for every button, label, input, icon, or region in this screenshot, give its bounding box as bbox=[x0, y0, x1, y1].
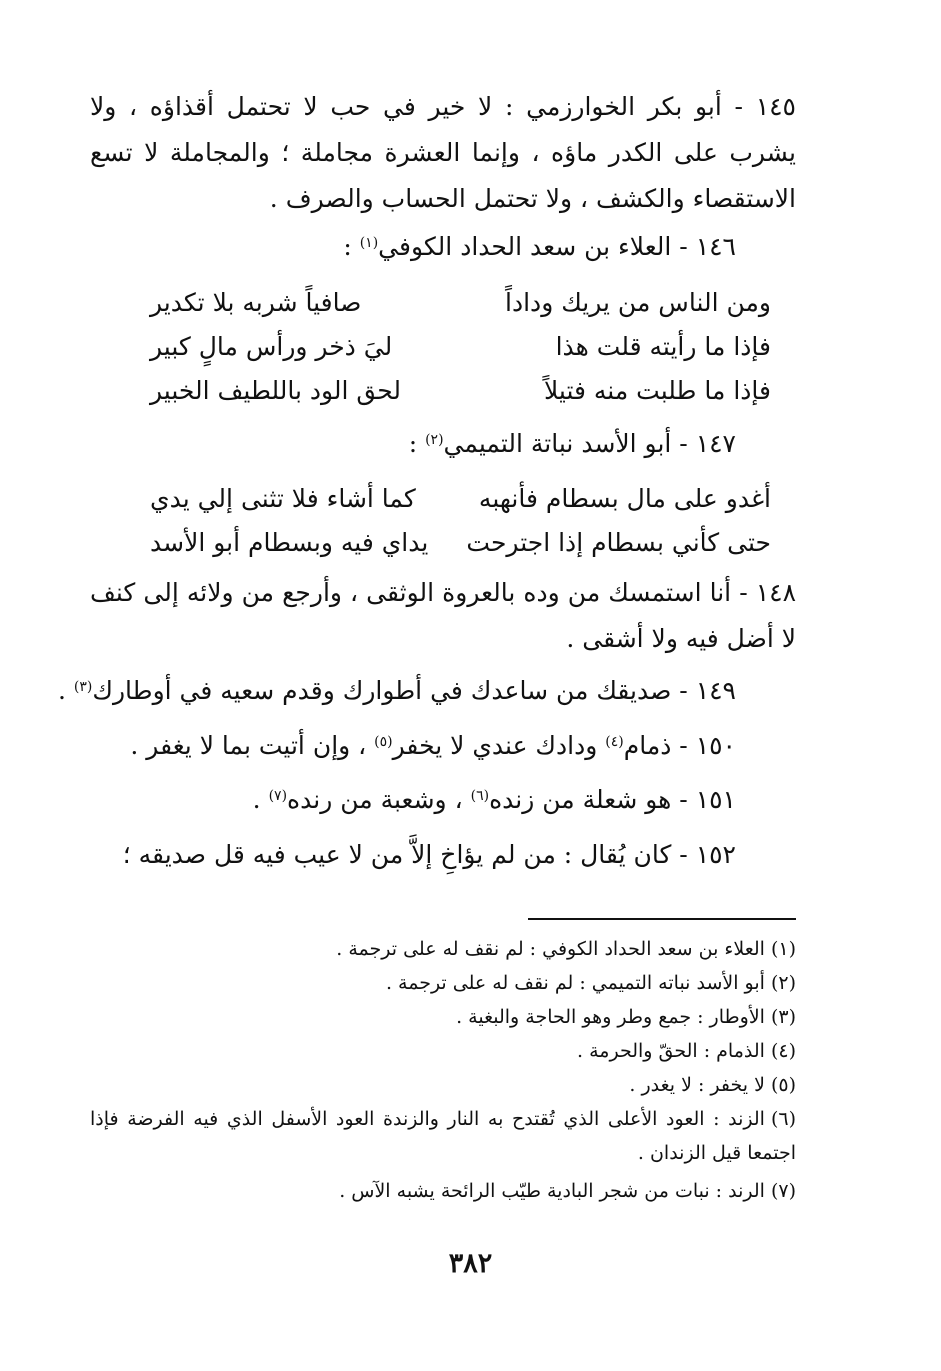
footnote-ref-3: (٣) bbox=[73, 679, 93, 695]
footnote-separator bbox=[528, 918, 796, 920]
footnote-ref-4: (٤) bbox=[605, 734, 624, 750]
entry-151-text-b: ، وشعبة من رنده bbox=[287, 785, 471, 814]
verse-first-hemistich: فإذا ما طلبت منه فتيلاً bbox=[543, 376, 771, 405]
footnote-ref-7: (٧) bbox=[268, 788, 288, 804]
footnote-number: (٤) bbox=[770, 1040, 796, 1062]
footnote bbox=[90, 932, 796, 966]
verse-second-hemistich: يداي فيه وبسطام أبو الأسد bbox=[150, 528, 429, 557]
verse-first-hemistich: أغدو على مال بسطام فأنهبه bbox=[478, 484, 771, 513]
footnote-text: الأوطار : جمع وطر وهو الحاجة والبغية . bbox=[456, 1006, 765, 1028]
footnote-number: (٧) bbox=[770, 1180, 796, 1202]
verse-second-hemistich: ليَ ذخر ورأس مالٍ كبير bbox=[150, 332, 393, 361]
verse-first-hemistich: فإذا ما رأيته قلت هذا bbox=[555, 332, 771, 361]
entry-148-rest: كنف لا أضل فيه ولا أشقى . bbox=[90, 578, 796, 653]
verse-row bbox=[150, 477, 771, 521]
entry-146-tail: : bbox=[343, 232, 360, 261]
verse-second-hemistich: كما أشاء فلا تثنى إلي يدي bbox=[150, 484, 416, 513]
entry-151-text-c: . bbox=[252, 785, 269, 814]
entry-148 bbox=[90, 570, 796, 662]
entry-150-text-a: ١٥٠ - ذمام bbox=[623, 731, 736, 760]
entry-146-text: ١٤٦ - العلاء بن سعد الحداد الكوفي bbox=[378, 232, 736, 261]
entry-149-text: ١٤٩ - صديقك من ساعدك في أطوارك وقدم سعيه في أوطارك bbox=[92, 676, 736, 705]
entry-151-text-a: ١٥١ - هو شعلة من زنده bbox=[489, 785, 736, 814]
footnote-number: (٦) bbox=[770, 1108, 796, 1130]
entry-150-text-c: ، وإن أتيت بما لا يغفر . bbox=[130, 731, 375, 760]
verse-row bbox=[150, 369, 771, 413]
entry-150-text-b: ودادك عندي لا يخفر bbox=[392, 731, 606, 760]
footnote bbox=[90, 1034, 796, 1068]
entry-145-rest: يشرب على الكدر ماؤه ، وإنما العشرة مجاملة ؛ والمجاملة لا تسع الاستقصاء والكشف ، ولا تحتمل الحساب والصرف . bbox=[90, 138, 796, 213]
verse-second-hemistich: لحق الود باللطيف الخبير bbox=[150, 376, 402, 405]
footnote-text: الزند : العود الأعلى الذي تُقتدح به النار والزندة العود الأسفل الذي فيه الفرضة فإذا اجتمعا قيل الزندان . bbox=[90, 1108, 796, 1164]
footnote-text: العلاء بن سعد الحداد الكوفي : لم نقف له على ترجمة . bbox=[336, 938, 765, 960]
verse-row bbox=[150, 281, 771, 325]
footnote-ref-5: (٥) bbox=[374, 734, 393, 750]
entry-148-lead: ١٤٨ - أنا استمسك من وده بالعروة الوثقى ، وأرجع من ولائه إلى bbox=[143, 578, 797, 607]
footnote-text: أبو الأسد نباته التميمي : لم نقف له على ترجمة . bbox=[385, 972, 765, 994]
footnote-ref-2: (٢) bbox=[425, 432, 444, 448]
footnote-number: (١) bbox=[770, 938, 796, 960]
footnote-number: (٥) bbox=[770, 1074, 796, 1096]
verse-first-hemistich: حتى كأني بسطام إذا اجترحت bbox=[466, 528, 771, 557]
entry-149 bbox=[58, 668, 736, 714]
entry-147-tail: : bbox=[408, 429, 426, 458]
footnote bbox=[90, 1174, 796, 1208]
footnote-number: (٢) bbox=[770, 972, 796, 994]
footnote-text: الذمام : الحقّ والحرمة . bbox=[577, 1040, 765, 1062]
footnote-ref-1: (١) bbox=[359, 235, 379, 251]
verse-first-hemistich: ومن الناس من يريك وداداً bbox=[505, 288, 771, 317]
verse-row bbox=[150, 325, 771, 369]
footnote bbox=[90, 966, 796, 1000]
entry-152-text: ١٥٢ - كان يُقال : من لم يؤاخِ إلاَّ من لا عيب فيه قل صديقه ؛ bbox=[122, 840, 736, 869]
entry-146-heading bbox=[90, 224, 736, 270]
footnote-text: الرند : نبات من شجر البادية طيّب الرائحة يشبه الآس . bbox=[339, 1180, 765, 1202]
entry-151 bbox=[90, 777, 736, 823]
footnote-ref-6: (٦) bbox=[470, 788, 490, 804]
footnote bbox=[90, 1102, 796, 1170]
entry-152 bbox=[90, 832, 736, 878]
footnote-text: لا يخفر : لا يغدر . bbox=[629, 1074, 765, 1096]
verse-row bbox=[150, 521, 771, 565]
page-number: ٣٨٢ bbox=[448, 1248, 493, 1279]
entry-150 bbox=[90, 723, 736, 769]
footnote bbox=[90, 1000, 796, 1034]
footnote bbox=[90, 1068, 796, 1102]
entry-145 bbox=[90, 84, 796, 222]
entry-145-lead: ١٤٥ - أبو بكر الخوارزمي : لا خير في حب لا تحتمل أقذاؤه ، ولا bbox=[90, 92, 796, 121]
entry-149-tail: . bbox=[58, 676, 74, 705]
entry-147-text: ١٤٧ - أبو الأسد نباتة التميمي bbox=[443, 429, 736, 458]
verse-second-hemistich: صافياً شربه بلا تكدير bbox=[150, 288, 362, 317]
entry-147-heading bbox=[90, 421, 736, 467]
footnote-number: (٣) bbox=[770, 1006, 796, 1028]
